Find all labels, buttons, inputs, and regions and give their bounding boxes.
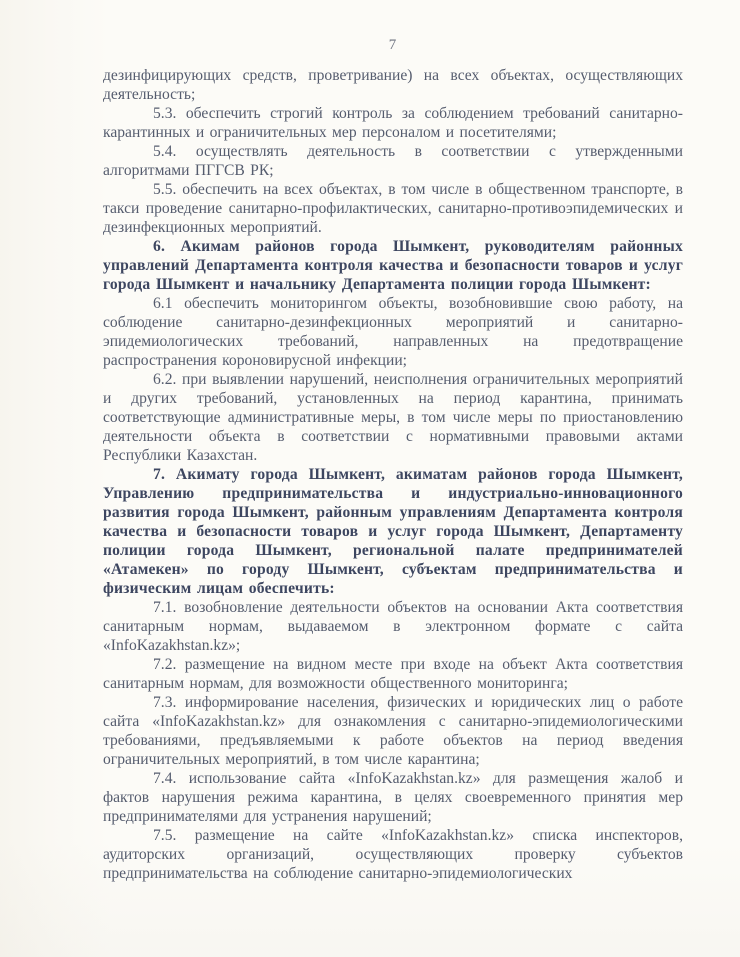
paragraph-item-7-3: 7.3. информирование населения, физических и юридических лиц о работе сайта «InfoKazakhstan.kz» для ознакомления с санитарно-эпидемиологическими требованиями, предъявляемыми к работе объектов на период введения ограничительных мероприятий, в том числе карантина; bbox=[103, 694, 683, 768]
paragraph-item-5-5: 5.5. обеспечить на всех объектах, в том числе в общественном транспорте, в такси проведение санитарно-профилактических, санитарно-противоэпидемических и дезинфекционных мероприятий. bbox=[103, 181, 683, 236]
paragraph-heading-7: 7. Акимату города Шымкент, акиматам районов города Шымкент, Управлению предпринимательства и индустриально-инновационного развития города Шымкент, районным управлениям Департамента контроля качества и безопасности товаров и услуг города Шымкент, Департаменту полиции города Шымкент, региональной палате предпринимателей «Атамекен» по городу Шымкент, субъектам предпринимательства и физическим лицам обеспечить: bbox=[103, 466, 683, 597]
paragraph-item-5-3: 5.3. обеспечить строгий контроль за соблюдением требований санитарно-карантинных и ограничительных мер персоналом и посетителями; bbox=[103, 105, 683, 141]
paragraph-item-7-1: 7.1. возобновление деятельности объектов на основании Акта соответствия санитарным нормам, выдаваемом в электронном формате с сайта «InfoKazakhstan.kz»; bbox=[103, 599, 683, 654]
paragraph-item-6-1: 6.1 обеспечить мониторингом объекты, возобновившие свою работу, на соблюдение санитарно-дезинфекционных мероприятий и санитарно-эпидемиологических требований, направленных на предотвращение распространения короновирусной инфекции; bbox=[103, 295, 683, 369]
paragraph-continuation: дезинфицирующих средств, проветривание) на всех объектах, осуществляющих деятельность; bbox=[103, 67, 683, 103]
page-number: 7 bbox=[388, 37, 398, 53]
paragraph-item-7-2: 7.2. размещение на видном месте при входе на объект Акта соответствия санитарным нормам, для возможности общественного мониторинга; bbox=[103, 656, 683, 692]
paragraph-item-6-2: 6.2. при выявлении нарушений, неисполнения ограничительных мероприятий и других требований, установленных на период карантина, принимать соответствующие административные меры, в том числе меры по приостановлению деятельности объекта в соответствии с нормативными правовыми актами Республики Казахстан. bbox=[103, 371, 683, 464]
paragraph-item-7-5: 7.5. размещение на сайте «InfoKazakhstan.kz» списка инспекторов, аудиторских организаций, осуществляющих проверку субъектов предпринимательства на соблюдение санитарно-эпидемиологических bbox=[103, 827, 683, 882]
document-body bbox=[103, 66, 683, 883]
paragraph-item-5-4: 5.4. осуществлять деятельность в соответствии с утвержденными алгоритмами ПГГСВ РК; bbox=[103, 143, 683, 179]
paragraph-heading-6: 6. Акимам районов города Шымкент, руководителям районных управлений Департамента контроля качества и безопасности товаров и услуг города Шымкент и начальнику Департамента полиции города Шымкент: bbox=[103, 238, 683, 293]
paragraph-item-7-4: 7.4. использование сайта «InfoKazakhstan.kz» для размещения жалоб и фактов нарушения режима карантина, в целях своевременного принятия мер предпринимателями для устранения нарушений; bbox=[103, 770, 683, 825]
